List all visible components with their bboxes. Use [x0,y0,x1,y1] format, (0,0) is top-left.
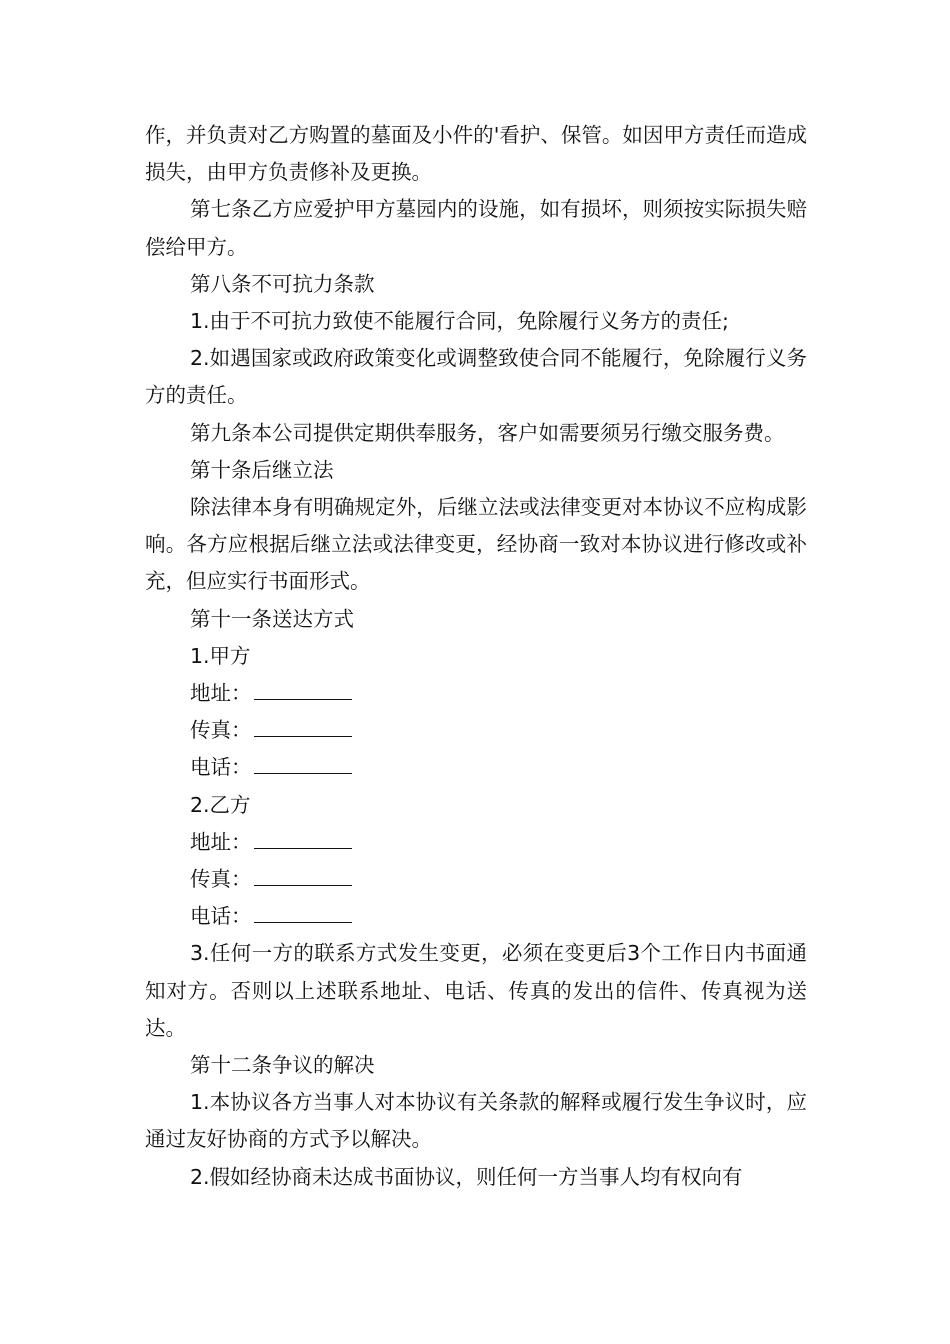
party-b-phone-line [145,898,807,935]
party-b-address-line [145,824,807,861]
party-a-phone-blank [254,753,352,774]
party-a-address-line [145,675,807,712]
article-7: 第七条乙方应爱护甲方墓园内的设施，如有损坏，则须按实际损失赔偿给甲方。 [145,197,807,259]
article-12-item-2: 2.假如经协商未达成书面协议，则任何一方当事人均有权向有 [190,1164,743,1189]
party-a-phone-label: 电话： [190,755,252,780]
party-a-address-label: 地址： [190,681,252,706]
article-10-body: 除法律本身有明确规定外，后继立法或法律变更对本协议不应构成影响。各方应根据后继立法或法律变更，经协商一致对本协议进行修改或补充，但应实行书面形式。 [145,495,807,594]
party-b-phone-blank [254,902,352,923]
party-a-heading: 1.甲方 [190,643,251,668]
party-b-fax-line [145,861,807,898]
party-a-fax-blank [254,716,352,737]
paragraph-care-clause-continued: 作，并负责对乙方购置的墓面及小件的'看护、保管。如因甲方责任而造成损失，由甲方负责修补及更换。 [145,123,807,185]
article-12-item-1: 1.本协议各方当事人对本协议有关条款的解释或履行发生争议时，应通过友好协商的方式予以解决。 [145,1090,807,1152]
party-a-phone-line [145,749,807,786]
party-a-fax-label: 传真： [190,718,252,743]
article-9: 第九条本公司提供定期供奉服务，客户如需要须另行缴交服务费。 [190,420,785,445]
article-8-item-2: 2.如遇国家或政府政策变化或调整致使合同不能履行，免除履行义务方的责任。 [145,346,807,408]
party-a-fax-line [145,712,807,749]
article-11-item-3: 3.任何一方的联系方式发生变更，必须在变更后3个工作日内书面通知对方。否则以上述联系地址、电话、传真的发出的信件、传真视为送达。 [145,941,807,1040]
article-10-heading: 第十条后继立法 [190,457,334,482]
party-b-heading: 2.乙方 [190,792,251,817]
article-8-item-1: 1.由于不可抗力致使不能履行合同，免除履行义务方的责任; [190,309,729,334]
party-a-address-blank [254,679,352,700]
document-body [145,117,807,1196]
article-8-heading: 第八条不可抗力条款 [190,271,375,296]
party-b-fax-label: 传真： [190,867,252,892]
party-b-address-label: 地址： [190,829,252,854]
party-b-phone-label: 电话： [190,904,252,929]
article-11-heading: 第十一条送达方式 [190,606,354,631]
article-12-heading: 第十二条争议的解决 [190,1053,375,1078]
party-b-address-blank [254,828,352,849]
party-b-fax-blank [254,865,352,886]
